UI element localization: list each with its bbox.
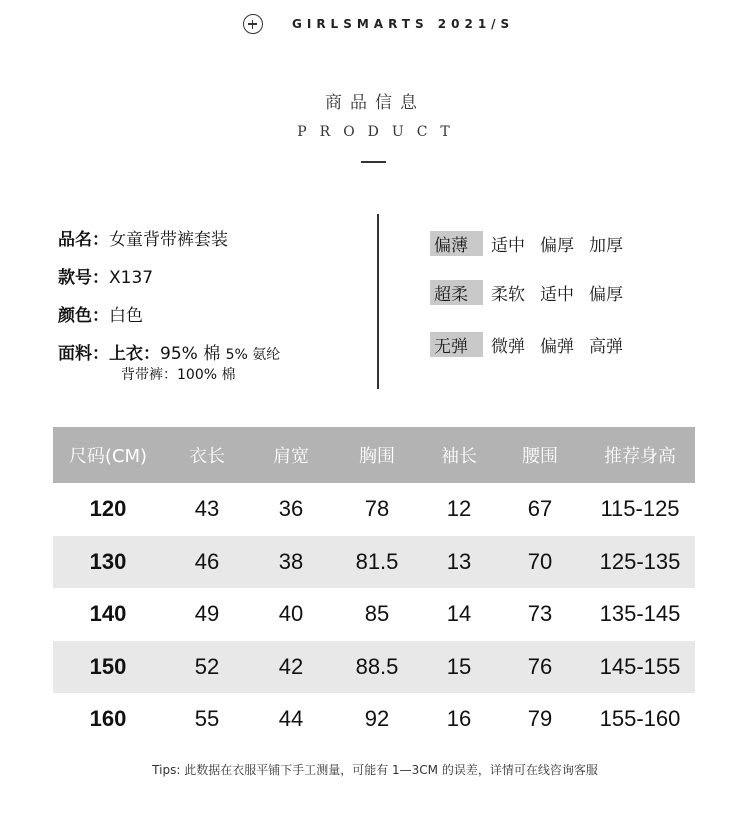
section-title-cn: 商品信息 [325, 93, 425, 113]
info-code-label: 款号： [58, 268, 109, 288]
table-cell: 145-155 [585, 641, 695, 694]
table-cell: 16 [446, 706, 472, 732]
info-color [58, 301, 143, 326]
info-color-value: 白色 [109, 306, 143, 326]
attr-thickness [430, 231, 638, 256]
brand-title: GIRLSMARTS 2021/S [292, 17, 515, 31]
table-header-row [53, 427, 695, 483]
table-cell: 150 [53, 641, 163, 694]
attr-option: 适中 [491, 236, 525, 256]
table-cell: 73 [527, 601, 553, 627]
table-cell: 115-125 [600, 496, 680, 522]
table-cell: 92 [364, 706, 390, 732]
attr-option: 微弹 [491, 337, 525, 357]
table-cell: 14 [446, 601, 472, 627]
section-title-en: PRODUCT [297, 124, 463, 140]
table-row [53, 536, 695, 589]
table-cell: 12 [446, 496, 472, 522]
table-cell: 85 [364, 601, 390, 627]
info-fabric [58, 339, 280, 364]
attr-option: 柔软 [491, 285, 525, 305]
size-table [53, 427, 695, 746]
table-row [53, 693, 695, 746]
table-header-cell: 袖长 [423, 427, 495, 483]
table-cell: 38 [251, 536, 331, 589]
table-cell: 44 [278, 706, 304, 732]
table-cell: 135-145 [599, 601, 681, 627]
attr-option: 适中 [540, 285, 574, 305]
attr-option-selected: 偏薄 [430, 231, 483, 256]
table-cell: 13 [423, 536, 495, 589]
table-row [53, 588, 695, 641]
table-header-cell: 衣长 [163, 427, 251, 483]
table-cell: 46 [163, 536, 251, 589]
tips-note: Tips: 此数据在衣服平铺下手工测量，可能有 1—3CM 的误差，详情可在线咨询客服 [152, 763, 598, 777]
table-cell: 155-160 [599, 706, 681, 732]
attr-option: 偏弹 [540, 337, 574, 357]
table-cell: 140 [89, 601, 127, 627]
attr-option-selected: 超柔 [430, 280, 483, 305]
table-header-cell: 推荐身高 [585, 427, 695, 483]
info-fabric-top-rest: 5% 氨纶 [225, 347, 281, 363]
table-cell: 49 [194, 601, 220, 627]
table-row [53, 641, 695, 694]
table-cell: 70 [495, 536, 585, 589]
table-cell: 120 [89, 496, 127, 522]
info-code [58, 263, 153, 288]
info-fabric-label: 面料： [58, 344, 109, 364]
table-cell: 36 [278, 496, 304, 522]
info-color-label: 颜色： [58, 306, 109, 326]
table-cell: 130 [53, 536, 163, 589]
info-name-label: 品名： [58, 230, 109, 250]
attr-option: 偏厚 [589, 285, 623, 305]
table-cell: 125-135 [585, 536, 695, 589]
table-cell: 42 [251, 641, 331, 694]
table-header-cell: 腰围 [495, 427, 585, 483]
table-cell: 81.5 [331, 536, 423, 589]
table-cell: 15 [423, 641, 495, 694]
info-fabric-top-main: 95% 棉 [160, 344, 221, 364]
attr-option-selected: 无弹 [430, 332, 483, 357]
table-cell: 78 [364, 496, 390, 522]
table-cell: 55 [194, 706, 220, 732]
title-underline [361, 161, 386, 163]
info-fabric-top-label: 上衣： [109, 344, 160, 364]
table-header-cell: 胸围 [331, 427, 423, 483]
vertical-divider [377, 214, 379, 389]
attr-softness [430, 280, 638, 305]
info-name [58, 225, 228, 250]
attr-option: 高弹 [589, 337, 623, 357]
attr-option: 加厚 [589, 236, 623, 256]
table-cell: 76 [495, 641, 585, 694]
table-cell: 79 [527, 706, 553, 732]
table-header-cell: 肩宽 [251, 427, 331, 483]
info-fabric-pants: 背带裤：100% 棉 [121, 367, 236, 383]
attr-elasticity [430, 332, 638, 357]
table-cell: 40 [278, 601, 304, 627]
attr-option: 偏厚 [540, 236, 574, 256]
table-cell: 43 [194, 496, 220, 522]
info-name-value: 女童背带裤套装 [109, 230, 228, 250]
table-cell: 160 [89, 706, 127, 732]
table-cell: 52 [163, 641, 251, 694]
table-cell: 88.5 [331, 641, 423, 694]
table-header-cell: 尺码(CM) [53, 427, 163, 483]
table-row [53, 483, 695, 536]
plus-circle-icon [243, 14, 263, 34]
table-cell: 67 [527, 496, 553, 522]
info-code-value: X137 [109, 268, 154, 288]
